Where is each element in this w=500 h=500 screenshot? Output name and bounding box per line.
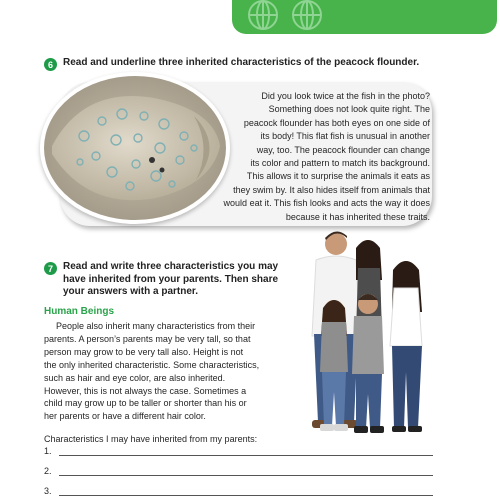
body-line: the only inherited characteristic. Some characteristics, (44, 359, 260, 370)
question-number-badge: 7 (44, 262, 57, 275)
passage-line: This allows it to surprise the animals it eats as (246, 171, 430, 182)
answer-line-3[interactable] (44, 486, 433, 496)
answer-line-1[interactable] (44, 446, 433, 456)
body-line: child may grow up to be taller or shorter than his or (44, 398, 247, 409)
answer-prompt: Characteristics I may have inherited from my parents: (44, 434, 258, 444)
passage-line: its body! This flat fish is unusual in another (260, 131, 430, 142)
question-number-badge: 6 (44, 58, 57, 71)
passage-text (170, 90, 430, 224)
body-line: such as hair and eye color, are also inherited. (44, 372, 226, 383)
question-6-heading (44, 57, 419, 71)
question-6-instruction: Read and underline three inherited characteristics of the peacock flounder. (63, 57, 420, 68)
passage-line: Did you look twice at the fish in the photo? (261, 91, 430, 101)
answer-number: 3. (44, 486, 52, 496)
passage-line: peacock flounder has both eyes on one side of (243, 117, 430, 128)
answer-number: 1. (44, 446, 52, 456)
answer-number: 2. (44, 466, 52, 476)
section-title: Human Beings (44, 306, 115, 317)
passage-line: they swim by. It also hides itself from animals that (233, 184, 430, 195)
instruction-line: have inherited from your parents. Then share (63, 273, 279, 285)
section-body (44, 320, 274, 423)
body-line: parents. A person’s parents may be very tall, so that (44, 333, 251, 344)
answer-blank[interactable] (59, 486, 433, 496)
answer-blank[interactable] (59, 466, 433, 476)
question-7-instruction (63, 261, 278, 299)
passage-line: its color and pattern to match its background. (250, 158, 430, 169)
body-line: People also inherit many characteristics from their (56, 321, 256, 331)
body-line: her parents or have a different hair color. (44, 411, 206, 422)
header-banner (232, 0, 497, 34)
body-line: person may grow to be very tall also. Height is not (44, 346, 244, 357)
instruction-line: Read and write three characteristics you may (63, 261, 279, 272)
instruction-line: your answers with a partner. (63, 286, 199, 297)
family-photo (272, 226, 448, 440)
answer-blank[interactable] (59, 446, 433, 456)
body-line: However, this is not always the case. Sometimes a (44, 385, 247, 396)
answer-line-2[interactable] (44, 466, 433, 476)
passage-line: way, too. The peacock flounder can change (256, 144, 430, 155)
passage-line: Something does not look quite right. The (268, 104, 430, 115)
passage-line: because it has inherited these traits. (285, 211, 430, 222)
passage-line: would eat it. This fish looks and acts the way it does (223, 198, 430, 209)
globe-icon (290, 0, 324, 32)
globe-icon (246, 0, 280, 32)
question-7-heading (44, 261, 278, 299)
